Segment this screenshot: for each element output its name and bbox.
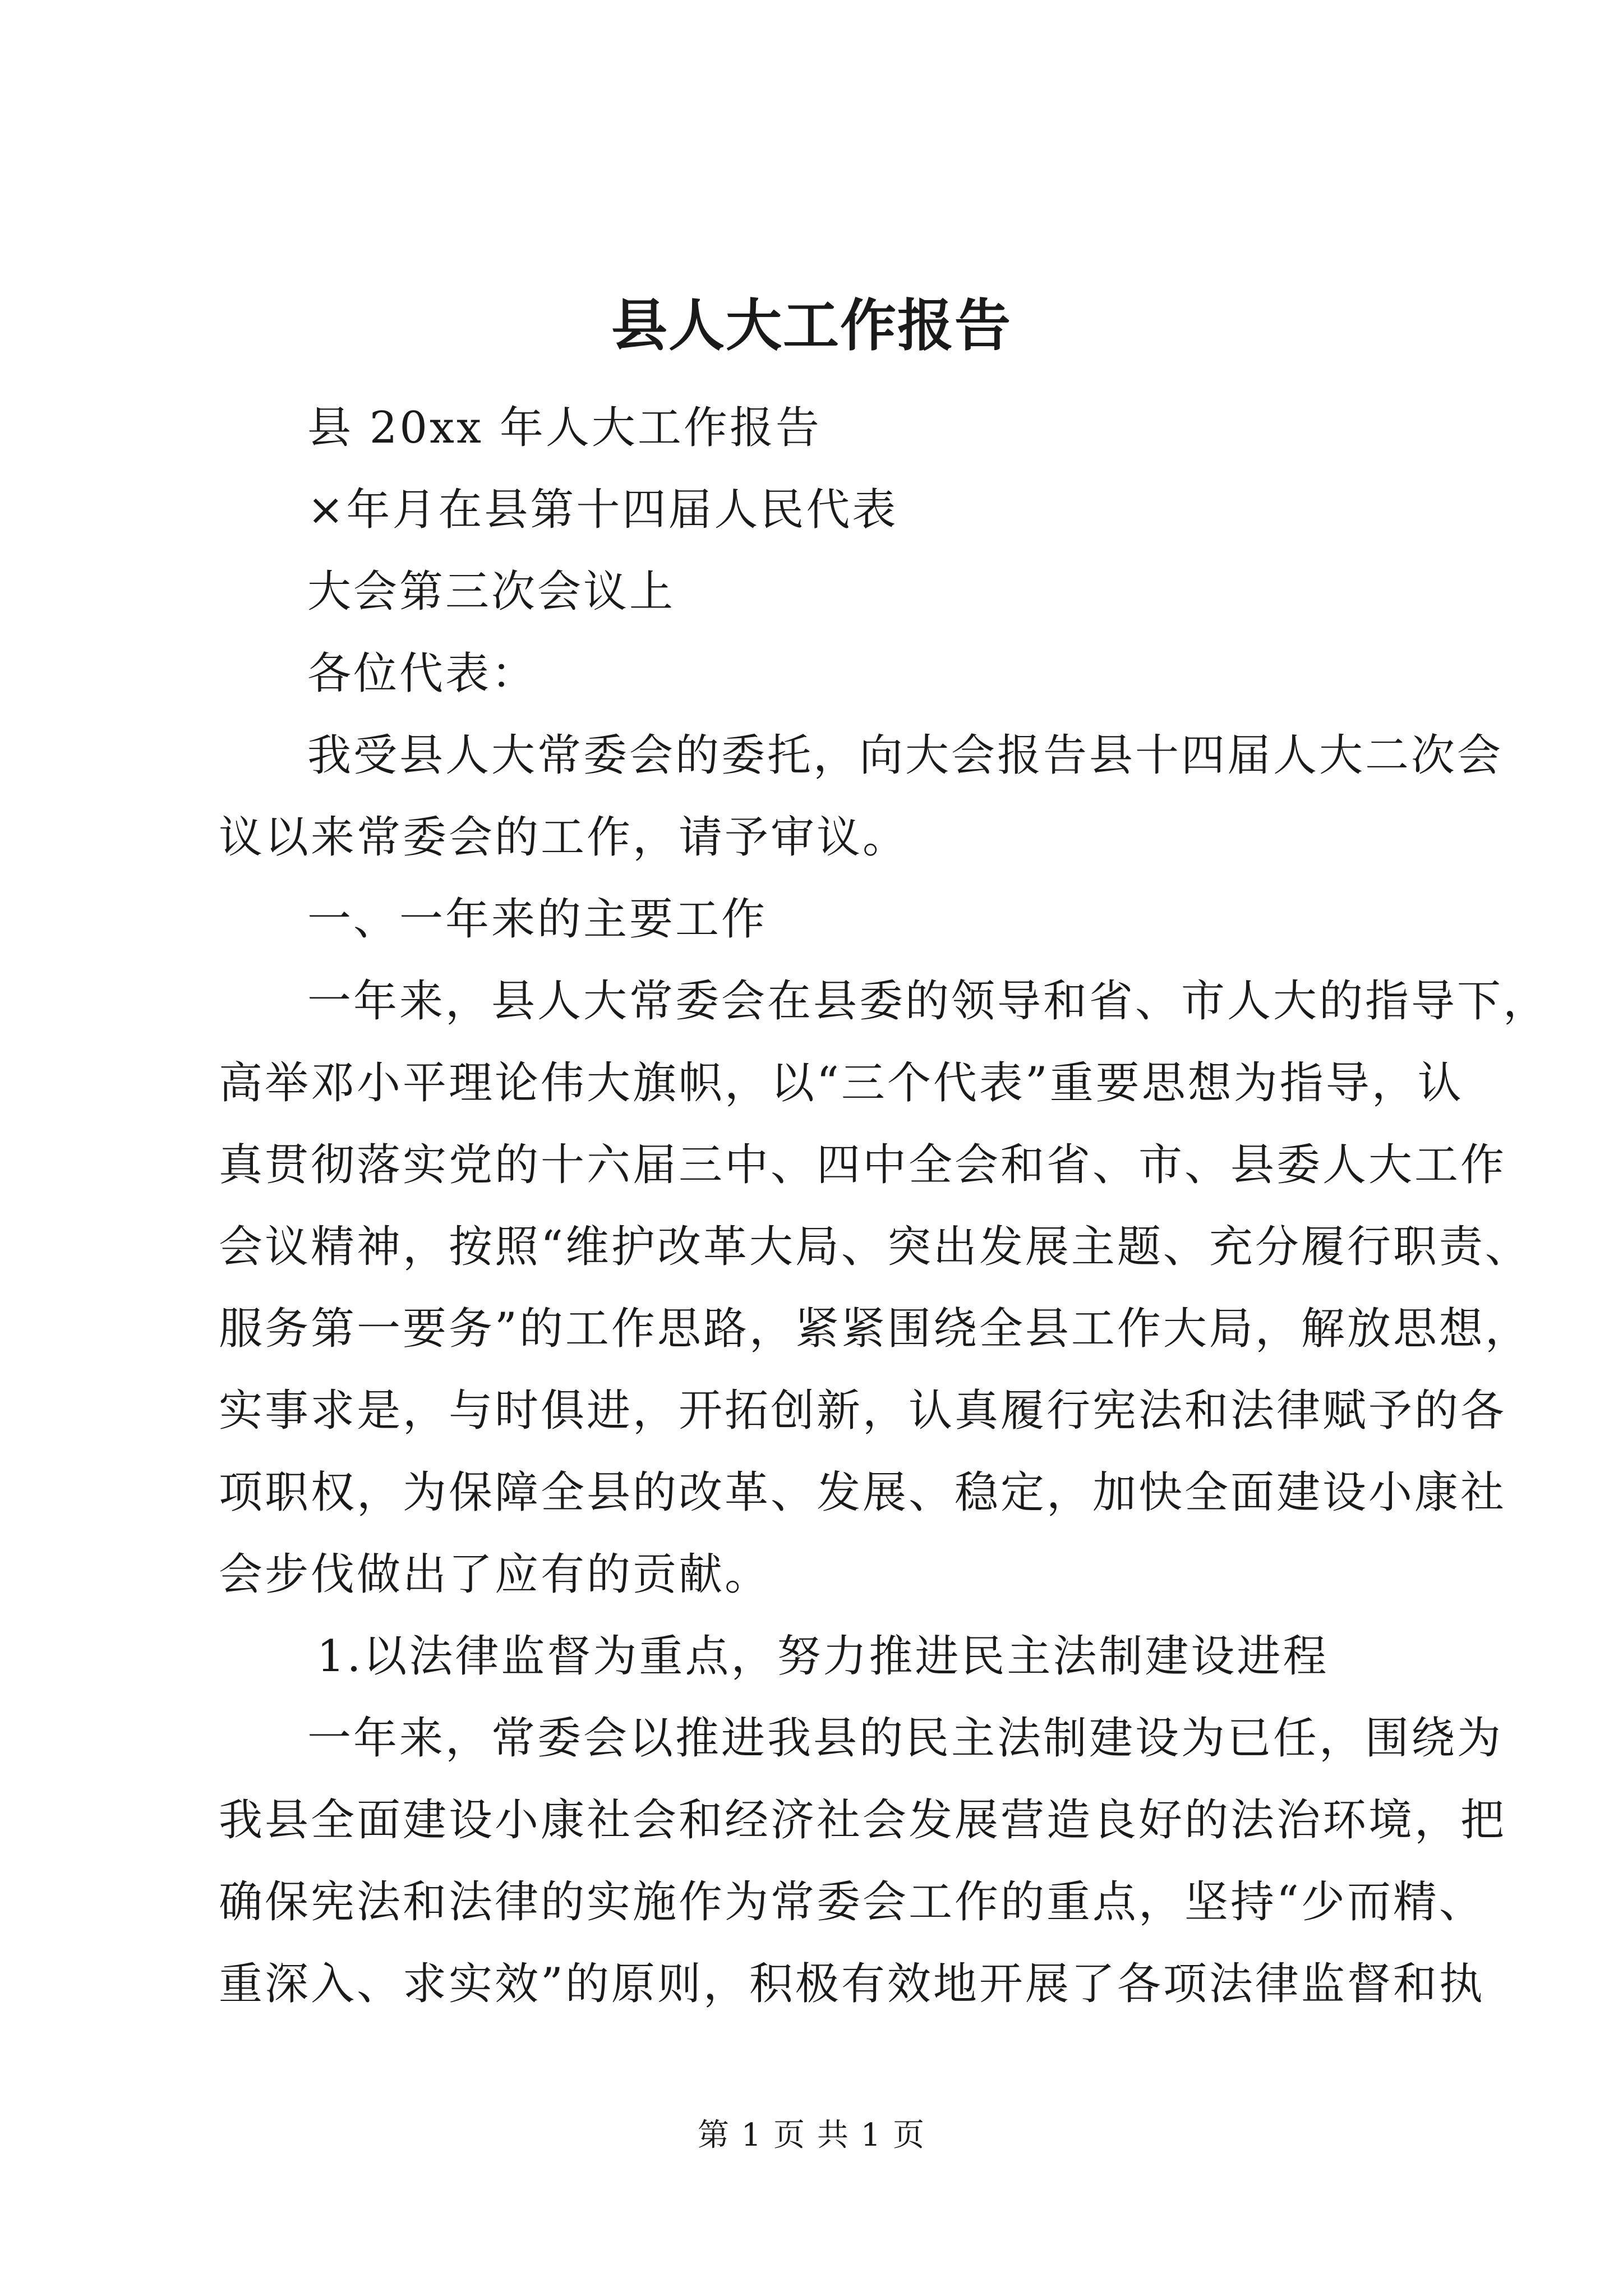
document-title: 县人大工作报告 <box>611 292 1012 358</box>
text-line: 项职权，为保障全县的改革、发展、稳定，加快全面建设小康社 <box>219 1467 1507 1518</box>
text-line: 我县全面建设小康社会和经济社会发展营造良好的法治环境，把 <box>219 1795 1507 1846</box>
text-line: 会议精神，按照“维护改革大局、突出发展主题、充分履行职责、 <box>219 1222 1531 1272</box>
text-line: 县 20xx 年人大工作报告 <box>307 403 822 453</box>
text-line: 真贯彻落实党的十六届三中、四中全会和省、市、县委人大工作 <box>219 1140 1507 1190</box>
text-line: 会步伐做出了应有的贡献。 <box>219 1549 771 1600</box>
text-line: 一年来，常委会以推进我县的民主法制建设为已任，围绕为 <box>307 1713 1504 1764</box>
text-line: 实事求是，与时俱进，开拓创新，认真履行宪法和法律赋予的各 <box>219 1386 1507 1436</box>
text-line: 议以来常委会的工作，请予审议。 <box>219 812 909 863</box>
text-line: ×年月在县第十四届人民代表 <box>307 485 898 535</box>
page-footer: 第 1 页 共 1 页 <box>697 2117 926 2154</box>
text-line: 1.以法律监督为重点，努力推进民主法制建设进程 <box>317 1631 1329 1682</box>
text-line: 高举邓小平理论伟大旗帜，以“三个代表”重要思想为指导，认 <box>219 1058 1464 1108</box>
text-line: 一、一年来的主要工作 <box>307 894 768 945</box>
text-line: 大会第三次会议上 <box>307 567 676 617</box>
text-line: 我受县人大常委会的委托，向大会报告县十四届人大二次会 <box>307 730 1504 781</box>
text-line: 重深入、求实效”的原则，积极有效地开展了各项法律监督和执 <box>219 1959 1485 2009</box>
text-line: 确保宪法和法律的实施作为常委会工作的重点，坚持“少而精、 <box>219 1877 1485 1927</box>
text-line: 各位代表： <box>307 648 538 699</box>
text-line: 服务第一要务”的工作思路，紧紧围绕全县工作大局，解放思想， <box>219 1304 1531 1354</box>
document-body <box>219 387 1550 2025</box>
text-line: 一年来，县人大常委会在县委的领导和省、市人大的指导下， <box>307 976 1550 1027</box>
